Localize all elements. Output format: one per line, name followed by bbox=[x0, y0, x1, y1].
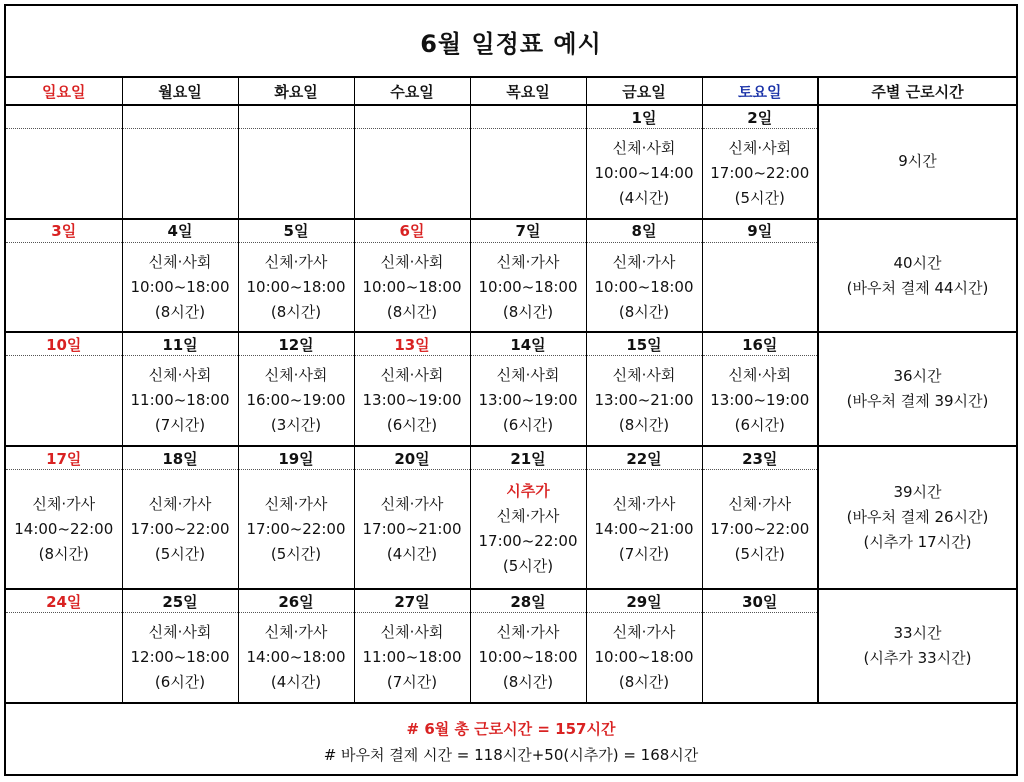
shift-duration: (4시간) bbox=[618, 188, 670, 207]
shift-service-type: 신체·사회 bbox=[496, 366, 560, 385]
date-cell-friday: 8일 bbox=[586, 219, 702, 243]
header-saturday: 토요일 bbox=[702, 78, 818, 105]
shift-time-range: 10:00~18:00 bbox=[594, 648, 694, 667]
shift-duration: (4시간) bbox=[386, 544, 438, 563]
date-cell-thursday: 14일 bbox=[470, 332, 586, 356]
shift-duration: (8시간) bbox=[502, 302, 554, 321]
shift-duration: (5시간) bbox=[502, 557, 554, 576]
shift-service-type: 신체·가사 bbox=[496, 507, 560, 526]
shift-duration: (8시간) bbox=[270, 302, 322, 321]
header-wednesday: 수요일 bbox=[354, 78, 470, 105]
shift-cell-wednesday bbox=[354, 613, 470, 703]
date-cell-friday: 15일 bbox=[586, 332, 702, 356]
shift-service-type: 신체·사회 bbox=[612, 138, 676, 157]
weekly-hours-line: 9시간 bbox=[898, 152, 937, 171]
shift-time-range: 14:00~22:00 bbox=[14, 519, 114, 538]
week-date-row bbox=[6, 219, 1016, 243]
shift-cell-monday bbox=[122, 470, 238, 590]
week-date-row bbox=[6, 332, 1016, 356]
shift-time-range: 13:00~21:00 bbox=[594, 391, 694, 410]
shift-duration: (7시간) bbox=[154, 416, 206, 435]
shift-time-range: 17:00~21:00 bbox=[362, 519, 462, 538]
weekly-hours-cell bbox=[818, 105, 1016, 219]
shift-time-range: 10:00~14:00 bbox=[594, 163, 694, 182]
shift-cell-sunday bbox=[6, 242, 122, 332]
shift-cell-monday bbox=[122, 242, 238, 332]
date-cell-monday: 11일 bbox=[122, 332, 238, 356]
shift-cell-friday bbox=[586, 242, 702, 332]
shift-service-type: 신체·가사 bbox=[380, 494, 444, 513]
weekly-hours-line: (시추가 33시간) bbox=[863, 649, 972, 668]
date-cell-monday: 18일 bbox=[122, 446, 238, 470]
week-date-row bbox=[6, 446, 1016, 470]
shift-time-range: 10:00~18:00 bbox=[478, 648, 578, 667]
shift-duration: (3시간) bbox=[270, 416, 322, 435]
weekly-hours-line: (시추가 17시간) bbox=[863, 533, 972, 552]
shift-service-type: 신체·가사 bbox=[728, 494, 792, 513]
date-cell-saturday: 23일 bbox=[702, 446, 818, 470]
date-cell-wednesday bbox=[354, 105, 470, 129]
shift-service-type: 신체·가사 bbox=[264, 252, 328, 271]
date-cell-thursday bbox=[470, 105, 586, 129]
shift-cell-thursday bbox=[470, 613, 586, 703]
schedule-document bbox=[4, 4, 1018, 776]
shift-duration: (8시간) bbox=[502, 673, 554, 692]
shift-duration: (8시간) bbox=[618, 416, 670, 435]
date-cell-sunday: 10일 bbox=[6, 332, 122, 356]
shift-cell-saturday bbox=[702, 356, 818, 446]
shift-time-range: 17:00~22:00 bbox=[130, 519, 230, 538]
shift-cell-thursday bbox=[470, 129, 586, 219]
header-monday: 월요일 bbox=[122, 78, 238, 105]
shift-cell-saturday bbox=[702, 613, 818, 703]
weekly-hours-line: (바우처 결제 44시간) bbox=[846, 278, 989, 297]
weekly-hours-line: 39시간 bbox=[893, 483, 942, 502]
shift-time-range: 12:00~18:00 bbox=[130, 648, 230, 667]
shift-service-type: 신체·가사 bbox=[496, 623, 560, 642]
shift-time-range: 17:00~22:00 bbox=[246, 519, 346, 538]
shift-service-type: 신체·사회 bbox=[264, 366, 328, 385]
shift-cell-thursday bbox=[470, 470, 586, 590]
shift-cell-friday bbox=[586, 356, 702, 446]
date-cell-tuesday bbox=[238, 105, 354, 129]
shift-cell-sunday bbox=[6, 613, 122, 703]
weekly-hours-line: 36시간 bbox=[893, 367, 942, 386]
shift-time-range: 10:00~18:00 bbox=[594, 277, 694, 296]
shift-service-type: 신체·사회 bbox=[380, 366, 444, 385]
shift-duration: (8시간) bbox=[38, 544, 89, 563]
shift-duration: (5시간) bbox=[270, 544, 322, 563]
shift-service-type: 신체·가사 bbox=[32, 494, 96, 513]
shift-time-range: 10:00~18:00 bbox=[478, 277, 578, 296]
shift-duration: (5시간) bbox=[734, 544, 785, 563]
shift-duration: (8시간) bbox=[386, 302, 438, 321]
date-cell-saturday: 16일 bbox=[702, 332, 818, 356]
shift-cell-saturday bbox=[702, 470, 818, 590]
summary-voucher-hours: # 바우처 결제 시간 = 118시간+50(시추가) = 168시간 bbox=[323, 746, 699, 764]
date-cell-saturday: 30일 bbox=[702, 589, 818, 613]
shift-service-type: 신체·가사 bbox=[264, 623, 328, 642]
shift-time-range: 17:00~22:00 bbox=[710, 519, 810, 538]
calendar-body bbox=[6, 105, 1016, 703]
extra-time-label: 시추가 bbox=[506, 482, 550, 501]
shift-duration: (8시간) bbox=[618, 673, 670, 692]
shift-time-range: 16:00~19:00 bbox=[246, 391, 346, 410]
shift-service-type: 신체·사회 bbox=[380, 623, 444, 642]
shift-service-type: 신체·사회 bbox=[148, 366, 212, 385]
date-cell-sunday bbox=[6, 105, 122, 129]
shift-cell-tuesday bbox=[238, 242, 354, 332]
shift-time-range: 11:00~18:00 bbox=[362, 648, 462, 667]
shift-time-range: 13:00~19:00 bbox=[478, 391, 578, 410]
shift-cell-friday bbox=[586, 129, 702, 219]
shift-cell-thursday bbox=[470, 356, 586, 446]
date-cell-wednesday: 13일 bbox=[354, 332, 470, 356]
weekly-hours-cell bbox=[818, 332, 1016, 446]
shift-duration: (4시간) bbox=[270, 673, 322, 692]
week-date-row bbox=[6, 105, 1016, 129]
date-cell-friday: 1일 bbox=[586, 105, 702, 129]
shift-duration: (5시간) bbox=[734, 188, 785, 207]
page-title: 6월 일정표 예시 bbox=[420, 29, 602, 58]
week-date-row bbox=[6, 589, 1016, 613]
shift-service-type: 신체·사회 bbox=[728, 138, 792, 157]
date-cell-tuesday: 19일 bbox=[238, 446, 354, 470]
shift-cell-tuesday bbox=[238, 470, 354, 590]
shift-service-type: 신체·가사 bbox=[612, 252, 676, 271]
shift-cell-thursday bbox=[470, 242, 586, 332]
date-cell-sunday: 17일 bbox=[6, 446, 122, 470]
date-cell-thursday: 21일 bbox=[470, 446, 586, 470]
date-cell-saturday: 9일 bbox=[702, 219, 818, 243]
date-cell-tuesday: 26일 bbox=[238, 589, 354, 613]
schedule-table bbox=[6, 78, 1016, 704]
date-cell-sunday: 24일 bbox=[6, 589, 122, 613]
shift-service-type: 신체·사회 bbox=[728, 366, 792, 385]
shift-cell-friday bbox=[586, 470, 702, 590]
header-tuesday: 화요일 bbox=[238, 78, 354, 105]
shift-cell-sunday bbox=[6, 129, 122, 219]
date-cell-wednesday: 20일 bbox=[354, 446, 470, 470]
shift-time-range: 10:00~18:00 bbox=[130, 277, 230, 296]
date-cell-wednesday: 27일 bbox=[354, 589, 470, 613]
shift-cell-saturday bbox=[702, 129, 818, 219]
shift-cell-tuesday bbox=[238, 356, 354, 446]
date-cell-thursday: 7일 bbox=[470, 219, 586, 243]
shift-duration: (7시간) bbox=[386, 673, 438, 692]
date-cell-thursday: 28일 bbox=[470, 589, 586, 613]
header-sunday: 일요일 bbox=[6, 78, 122, 105]
shift-cell-wednesday bbox=[354, 470, 470, 590]
header-thursday: 목요일 bbox=[470, 78, 586, 105]
shift-time-range: 17:00~22:00 bbox=[710, 163, 810, 182]
weekly-hours-cell bbox=[818, 589, 1016, 703]
shift-cell-tuesday bbox=[238, 613, 354, 703]
shift-service-type: 신체·사회 bbox=[612, 366, 676, 385]
shift-service-type: 신체·가사 bbox=[612, 494, 676, 513]
shift-duration: (6시간) bbox=[734, 416, 785, 435]
shift-duration: (8시간) bbox=[618, 302, 670, 321]
summary-total-hours: # 6월 총 근로시간 = 157시간 bbox=[406, 720, 616, 738]
date-cell-tuesday: 12일 bbox=[238, 332, 354, 356]
shift-service-type: 신체·사회 bbox=[148, 252, 212, 271]
weekly-hours-line: 33시간 bbox=[893, 624, 942, 643]
date-cell-sunday: 3일 bbox=[6, 219, 122, 243]
header-friday: 금요일 bbox=[586, 78, 702, 105]
shift-cell-wednesday bbox=[354, 129, 470, 219]
summary-section bbox=[6, 704, 1016, 774]
shift-cell-wednesday bbox=[354, 356, 470, 446]
date-cell-tuesday: 5일 bbox=[238, 219, 354, 243]
header-row bbox=[6, 78, 1016, 105]
shift-service-type: 신체·사회 bbox=[148, 623, 212, 642]
shift-service-type: 신체·가사 bbox=[148, 494, 212, 513]
shift-cell-tuesday bbox=[238, 129, 354, 219]
shift-time-range: 10:00~18:00 bbox=[246, 277, 346, 296]
weekly-hours-line: (바우처 결제 26시간) bbox=[846, 508, 989, 527]
shift-service-type: 신체·가사 bbox=[264, 494, 328, 513]
shift-service-type: 신체·가사 bbox=[612, 623, 676, 642]
shift-duration: (8시간) bbox=[154, 302, 206, 321]
shift-duration: (6시간) bbox=[502, 416, 554, 435]
shift-time-range: 13:00~19:00 bbox=[362, 391, 462, 410]
shift-cell-monday bbox=[122, 613, 238, 703]
date-cell-monday bbox=[122, 105, 238, 129]
date-cell-wednesday: 6일 bbox=[354, 219, 470, 243]
date-cell-friday: 29일 bbox=[586, 589, 702, 613]
shift-service-type: 신체·가사 bbox=[496, 252, 560, 271]
shift-duration: (6시간) bbox=[386, 416, 438, 435]
shift-time-range: 10:00~18:00 bbox=[362, 277, 462, 296]
weekly-hours-cell bbox=[818, 446, 1016, 589]
shift-duration: (6시간) bbox=[154, 673, 206, 692]
weekly-hours-cell bbox=[818, 219, 1016, 333]
shift-cell-friday bbox=[586, 613, 702, 703]
shift-cell-monday bbox=[122, 356, 238, 446]
shift-time-range: 13:00~19:00 bbox=[710, 391, 810, 410]
shift-cell-wednesday bbox=[354, 242, 470, 332]
date-cell-saturday: 2일 bbox=[702, 105, 818, 129]
shift-duration: (5시간) bbox=[154, 544, 206, 563]
shift-duration: (7시간) bbox=[618, 544, 670, 563]
shift-cell-saturday bbox=[702, 242, 818, 332]
header-weekly-hours: 주별 근로시간 bbox=[818, 78, 1016, 105]
shift-time-range: 17:00~22:00 bbox=[478, 532, 578, 551]
shift-time-range: 11:00~18:00 bbox=[130, 391, 230, 410]
weekly-hours-line: (바우처 결제 39시간) bbox=[846, 392, 989, 411]
date-cell-friday: 22일 bbox=[586, 446, 702, 470]
shift-time-range: 14:00~18:00 bbox=[246, 648, 346, 667]
shift-cell-sunday bbox=[6, 470, 122, 590]
date-cell-monday: 4일 bbox=[122, 219, 238, 243]
shift-service-type: 신체·사회 bbox=[380, 252, 444, 271]
shift-cell-sunday bbox=[6, 356, 122, 446]
shift-cell-monday bbox=[122, 129, 238, 219]
date-cell-monday: 25일 bbox=[122, 589, 238, 613]
weekly-hours-line: 40시간 bbox=[893, 253, 942, 272]
shift-time-range: 14:00~21:00 bbox=[594, 519, 694, 538]
